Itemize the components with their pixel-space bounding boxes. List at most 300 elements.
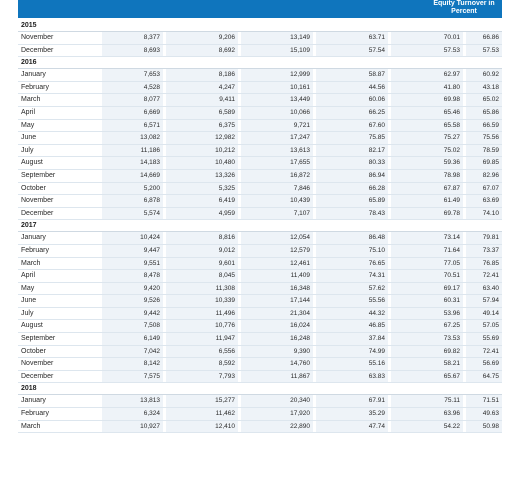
table-cell xyxy=(389,283,463,295)
cell-value: 13,149 xyxy=(290,34,310,41)
cell-value: 8,142 xyxy=(143,360,160,368)
cell-value: 13,613 xyxy=(290,146,310,154)
cell-value: 6,669 xyxy=(143,108,160,116)
month-label: January xyxy=(21,71,46,79)
cell-value: 10,480 xyxy=(215,159,235,167)
table-cell xyxy=(239,232,313,244)
table-row xyxy=(18,320,502,333)
table-cell xyxy=(389,94,463,106)
table-row xyxy=(18,45,502,58)
table-cell xyxy=(314,120,388,132)
table-cell xyxy=(314,308,388,320)
table-cell xyxy=(164,245,238,257)
table-cell xyxy=(464,320,502,332)
table-row xyxy=(18,132,502,145)
cell-value: 67.25 xyxy=(443,322,460,330)
cell-value: 7,107 xyxy=(293,209,310,217)
table-cell xyxy=(314,346,388,358)
cell-value: 66.28 xyxy=(368,184,385,192)
table-cell xyxy=(314,94,388,106)
table-cell xyxy=(464,270,502,282)
month-label: August xyxy=(21,322,43,330)
cell-value: 13,326 xyxy=(215,171,235,179)
year-label: 2017 xyxy=(21,222,37,230)
cell-value: 75.85 xyxy=(368,134,385,142)
table-cell xyxy=(100,371,163,383)
table-cell xyxy=(464,346,502,358)
table-cell xyxy=(100,346,163,358)
table-cell xyxy=(164,145,238,157)
cell-value: 10,161 xyxy=(290,83,310,91)
cell-value: 9,721 xyxy=(293,121,310,129)
cell-value: 4,959 xyxy=(218,209,235,217)
table-cell xyxy=(100,320,163,332)
cell-value: 8,692 xyxy=(218,46,235,54)
month-label: December xyxy=(21,46,54,54)
cell-value: 6,571 xyxy=(143,121,160,129)
cell-value: 6,589 xyxy=(218,108,235,116)
cell-value: 11,947 xyxy=(215,335,235,343)
table-cell xyxy=(389,346,463,358)
cell-value: 14,669 xyxy=(140,171,160,179)
table-cell xyxy=(100,245,163,257)
table-cell xyxy=(314,270,388,282)
table-cell xyxy=(389,308,463,320)
cell-value: 10,439 xyxy=(290,197,310,205)
cell-value: 7,846 xyxy=(293,184,310,192)
year-row xyxy=(18,20,502,32)
table-cell xyxy=(464,333,502,345)
table-row xyxy=(18,358,502,371)
table-cell xyxy=(314,333,388,345)
table-row xyxy=(18,107,502,120)
cell-value: 11,186 xyxy=(140,146,160,154)
cell-value: 10,066 xyxy=(290,108,310,116)
table-cell xyxy=(314,283,388,295)
table-cell xyxy=(389,245,463,257)
cell-value: 66.25 xyxy=(368,108,385,116)
cell-value: 75.11 xyxy=(444,397,460,405)
table-cell xyxy=(164,232,238,244)
cell-value: 47.74 xyxy=(368,422,385,430)
table-cell xyxy=(314,183,388,195)
month-label: January xyxy=(21,234,46,242)
table-cell xyxy=(389,82,463,94)
table-cell xyxy=(239,258,313,270)
table-cell xyxy=(389,270,463,282)
table-cell xyxy=(239,358,313,370)
table-cell xyxy=(164,258,238,270)
table-cell xyxy=(314,45,388,57)
cell-value: 11,409 xyxy=(290,272,310,280)
cell-value: 73.53 xyxy=(443,335,460,343)
table-cell xyxy=(389,333,463,345)
table-cell xyxy=(100,421,163,433)
month-label: July xyxy=(21,146,34,154)
table-cell xyxy=(239,145,313,157)
table-cell xyxy=(464,408,502,420)
cell-value: 12,410 xyxy=(215,422,235,430)
cell-value: 74.99 xyxy=(368,347,385,355)
cell-value: 66.59 xyxy=(482,121,499,129)
table-cell xyxy=(100,358,163,370)
cell-value: 78.43 xyxy=(368,209,385,217)
month-label: December xyxy=(21,209,54,217)
header-equity-turnover: Equity Turnover in Percent xyxy=(433,0,495,15)
cell-value: 65.58 xyxy=(443,121,460,129)
table-cell xyxy=(100,183,163,195)
cell-value: 44.56 xyxy=(368,83,385,91)
table-cell xyxy=(164,120,238,132)
table-cell xyxy=(239,408,313,420)
table-cell xyxy=(100,283,163,295)
cell-value: 35.29 xyxy=(368,410,385,418)
table-cell xyxy=(464,82,502,94)
cell-value: 57.53 xyxy=(443,46,460,54)
cell-value: 69.17 xyxy=(443,284,460,292)
table-cell xyxy=(314,395,388,407)
table-cell xyxy=(100,94,163,106)
month-label: November xyxy=(21,360,54,368)
cell-value: 8,045 xyxy=(218,272,235,280)
table-cell xyxy=(314,320,388,332)
table-cell xyxy=(389,107,463,119)
table-cell xyxy=(164,395,238,407)
cell-value: 14,183 xyxy=(140,159,160,167)
table-cell xyxy=(389,69,463,81)
cell-value: 13,813 xyxy=(140,397,160,405)
cell-value: 54.22 xyxy=(443,422,460,430)
cell-value: 20,340 xyxy=(290,397,310,405)
table-row xyxy=(18,421,502,434)
table-cell xyxy=(464,183,502,195)
year-row xyxy=(18,220,502,232)
cell-value: 57.05 xyxy=(482,322,499,330)
table-cell xyxy=(100,69,163,81)
table-cell xyxy=(164,183,238,195)
cell-value: 78.59 xyxy=(482,146,499,154)
table-row xyxy=(18,208,502,221)
cell-value: 6,375 xyxy=(218,121,235,129)
cell-value: 15,277 xyxy=(215,397,235,405)
table-row xyxy=(18,308,502,321)
cell-value: 67.91 xyxy=(368,397,385,405)
month-label: September xyxy=(21,171,56,179)
cell-value: 50.98 xyxy=(482,422,499,430)
table-cell xyxy=(464,295,502,307)
cell-value: 22,890 xyxy=(290,422,310,430)
table-cell xyxy=(164,320,238,332)
table-row xyxy=(18,258,502,271)
table-cell xyxy=(100,170,163,182)
cell-value: 9,411 xyxy=(219,96,235,104)
cell-value: 9,551 xyxy=(143,259,160,267)
cell-value: 59.36 xyxy=(443,159,460,167)
table-cell xyxy=(164,208,238,220)
table-cell xyxy=(100,258,163,270)
table-row xyxy=(18,245,502,258)
month-label: September xyxy=(21,335,56,343)
cell-value: 75.27 xyxy=(443,134,460,142)
month-label: January xyxy=(21,397,46,405)
month-label: October xyxy=(21,184,46,192)
table-cell xyxy=(464,371,502,383)
cell-value: 4,247 xyxy=(218,83,235,91)
cell-value: 44.32 xyxy=(368,309,385,317)
cell-value: 82.96 xyxy=(482,171,499,179)
cell-value: 7,793 xyxy=(218,372,235,380)
table-cell xyxy=(100,295,163,307)
cell-value: 10,424 xyxy=(140,234,160,242)
cell-value: 77.05 xyxy=(443,259,460,267)
cell-value: 80.33 xyxy=(368,159,385,167)
cell-value: 6,324 xyxy=(143,410,160,418)
table-cell xyxy=(464,308,502,320)
table-cell xyxy=(314,421,388,433)
table-cell xyxy=(314,82,388,94)
table-cell xyxy=(464,195,502,207)
cell-value: 71.51 xyxy=(482,397,499,405)
table-cell xyxy=(100,333,163,345)
month-label: March xyxy=(21,259,41,267)
cell-value: 55.56 xyxy=(368,297,385,305)
table-cell xyxy=(314,107,388,119)
cell-value: 8,693 xyxy=(143,46,160,54)
table-cell xyxy=(100,270,163,282)
table-cell xyxy=(100,157,163,169)
cell-value: 75.10 xyxy=(368,246,385,254)
table-cell xyxy=(239,69,313,81)
table-row xyxy=(18,82,502,95)
table-cell xyxy=(164,371,238,383)
table-cell xyxy=(164,157,238,169)
table-cell xyxy=(100,195,163,207)
cell-value: 14,760 xyxy=(290,360,310,368)
cell-value: 70.51 xyxy=(443,272,460,280)
cell-value: 17,144 xyxy=(290,297,310,305)
cell-value: 11,867 xyxy=(290,372,310,380)
cell-value: 63.83 xyxy=(368,372,385,380)
cell-value: 63.71 xyxy=(368,34,385,41)
table-row xyxy=(18,183,502,196)
table-cell xyxy=(464,145,502,157)
table-cell xyxy=(239,421,313,433)
table-cell xyxy=(164,107,238,119)
cell-value: 72.41 xyxy=(482,272,499,280)
cell-value: 74.31 xyxy=(368,272,385,280)
cell-value: 11,462 xyxy=(215,410,235,418)
cell-value: 8,377 xyxy=(143,34,160,41)
cell-value: 60.92 xyxy=(482,71,499,79)
table-row xyxy=(18,145,502,158)
cell-value: 67.60 xyxy=(368,121,385,129)
table-cell xyxy=(239,195,313,207)
cell-value: 21,304 xyxy=(290,309,310,317)
table-cell xyxy=(164,421,238,433)
cell-value: 57.94 xyxy=(482,297,499,305)
month-label: June xyxy=(21,134,37,142)
statistics-table xyxy=(18,20,502,433)
table-cell xyxy=(239,107,313,119)
table-row xyxy=(18,94,502,107)
cell-value: 10,776 xyxy=(215,322,235,330)
cell-value: 8,478 xyxy=(143,272,160,280)
table-cell xyxy=(239,395,313,407)
table-row xyxy=(18,69,502,82)
month-label: March xyxy=(21,96,41,104)
cell-value: 49.63 xyxy=(482,410,499,418)
cell-value: 8,816 xyxy=(218,234,235,242)
cell-value: 86.48 xyxy=(368,234,385,242)
table-cell xyxy=(100,45,163,57)
table-cell xyxy=(464,32,502,44)
table-cell xyxy=(164,82,238,94)
table-row xyxy=(18,295,502,308)
cell-value: 17,920 xyxy=(290,410,310,418)
cell-value: 70.01 xyxy=(443,34,460,41)
cell-value: 4,528 xyxy=(143,83,160,91)
cell-value: 65.46 xyxy=(443,108,460,116)
cell-value: 75.02 xyxy=(443,146,460,154)
table-cell xyxy=(314,245,388,257)
table-cell xyxy=(100,232,163,244)
table-cell xyxy=(314,371,388,383)
table-cell xyxy=(389,295,463,307)
table-cell xyxy=(464,107,502,119)
cell-value: 12,982 xyxy=(215,134,235,142)
table-cell xyxy=(314,145,388,157)
table-row xyxy=(18,333,502,346)
cell-value: 46.85 xyxy=(368,322,385,330)
month-label: May xyxy=(21,121,35,129)
cell-value: 16,024 xyxy=(290,322,310,330)
table-cell xyxy=(239,320,313,332)
table-cell xyxy=(314,69,388,81)
cell-value: 55.69 xyxy=(482,335,499,343)
cell-value: 58.21 xyxy=(443,360,460,368)
cell-value: 67.07 xyxy=(482,184,499,192)
cell-value: 76.85 xyxy=(482,259,499,267)
cell-value: 9,012 xyxy=(218,246,235,254)
cell-value: 9,447 xyxy=(143,246,160,254)
cell-value: 9,206 xyxy=(218,34,235,41)
table-cell xyxy=(389,145,463,157)
month-label: May xyxy=(21,284,35,292)
cell-value: 16,248 xyxy=(290,335,310,343)
table-cell xyxy=(464,120,502,132)
table-cell xyxy=(464,45,502,57)
table-cell xyxy=(239,308,313,320)
cell-value: 12,579 xyxy=(290,246,310,254)
table-cell xyxy=(314,208,388,220)
table-row xyxy=(18,32,502,45)
cell-value: 65.67 xyxy=(443,372,460,380)
table-cell xyxy=(239,346,313,358)
table-cell xyxy=(389,358,463,370)
cell-value: 43.18 xyxy=(482,83,499,91)
table-cell xyxy=(314,258,388,270)
table-cell xyxy=(100,132,163,144)
table-cell xyxy=(464,395,502,407)
table-cell xyxy=(389,195,463,207)
table-cell xyxy=(164,333,238,345)
table-cell xyxy=(239,120,313,132)
year-row xyxy=(18,383,502,395)
cell-value: 9,390 xyxy=(293,347,310,355)
cell-value: 8,186 xyxy=(218,71,235,79)
cell-value: 62.97 xyxy=(443,71,460,79)
cell-value: 73.14 xyxy=(443,234,460,242)
table-cell xyxy=(464,258,502,270)
cell-value: 73.37 xyxy=(482,246,499,254)
table-cell xyxy=(164,308,238,320)
table-cell xyxy=(389,45,463,57)
table-cell xyxy=(314,232,388,244)
table-cell xyxy=(100,395,163,407)
table-cell xyxy=(389,157,463,169)
table-cell xyxy=(239,45,313,57)
table-cell xyxy=(239,132,313,144)
table-row xyxy=(18,283,502,296)
cell-value: 9,526 xyxy=(143,297,160,305)
table-cell xyxy=(389,258,463,270)
cell-value: 10,339 xyxy=(215,297,235,305)
table-cell xyxy=(389,371,463,383)
table-cell xyxy=(239,82,313,94)
cell-value: 7,575 xyxy=(143,372,160,380)
cell-value: 74.10 xyxy=(482,209,499,217)
table-cell xyxy=(314,295,388,307)
table-cell xyxy=(389,170,463,182)
table-row xyxy=(18,195,502,208)
table-cell xyxy=(464,157,502,169)
month-label: July xyxy=(21,309,34,317)
cell-value: 63.96 xyxy=(443,410,460,418)
cell-value: 56.69 xyxy=(482,360,499,368)
cell-value: 86.94 xyxy=(368,171,385,179)
table-cell xyxy=(389,232,463,244)
cell-value: 12,054 xyxy=(290,234,310,242)
table-cell xyxy=(239,157,313,169)
cell-value: 5,200 xyxy=(143,184,160,192)
table-cell xyxy=(164,283,238,295)
cell-value: 5,574 xyxy=(143,209,160,217)
table-cell xyxy=(100,82,163,94)
cell-value: 75.56 xyxy=(482,134,499,142)
cell-value: 17,247 xyxy=(290,134,310,142)
table-cell xyxy=(239,170,313,182)
table-cell xyxy=(164,45,238,57)
cell-value: 7,653 xyxy=(143,71,160,79)
cell-value: 57.53 xyxy=(482,46,499,54)
table-cell xyxy=(239,333,313,345)
table-cell xyxy=(464,421,502,433)
cell-value: 69.82 xyxy=(443,347,460,355)
month-label: December xyxy=(21,372,54,380)
table-header-bar xyxy=(18,0,502,18)
table-cell xyxy=(389,183,463,195)
cell-value: 49.14 xyxy=(482,309,499,317)
table-cell xyxy=(389,395,463,407)
cell-value: 61.49 xyxy=(443,197,460,205)
cell-value: 41.80 xyxy=(443,83,460,91)
month-label: June xyxy=(21,297,37,305)
cell-value: 6,556 xyxy=(218,347,235,355)
cell-value: 82.17 xyxy=(368,146,385,154)
cell-value: 37.84 xyxy=(368,335,385,343)
cell-value: 55.16 xyxy=(368,360,385,368)
table-cell xyxy=(239,208,313,220)
